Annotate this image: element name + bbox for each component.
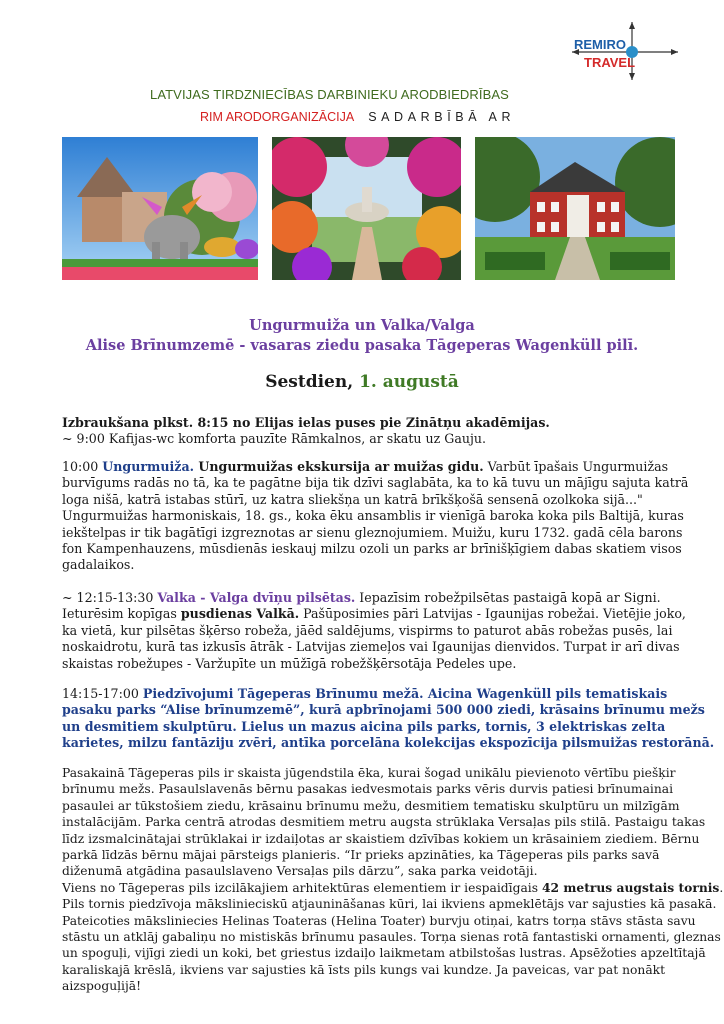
description-line: un spoguļi, vijīgi ziedi un koki, bet griestus izdaiļo laikmetam atbilstošas lustras. Apsēžoties apzeltītajā bbox=[62, 946, 706, 961]
valka-line: noskaidrotu, kurā tas izkusīs ātrāk - Latvijas ziemeļos vai Igaunijas dienvidos. Turpat ir arī divas bbox=[62, 639, 680, 655]
valka-name: Valka - Valga dvīņu pilsētas. bbox=[157, 590, 356, 605]
ungurmuiza-line: Ungurmuižas harmoniskais, 18. gs., koka ēku ansamblis ir vienīgā baroka koka pils Baltijā, kuras bbox=[62, 508, 684, 524]
description-line: Pateicoties māksliniecies Helinas Toateras (Helina Toater) burvju otiņai, katrs torņa stāvs stāsta savu bbox=[62, 913, 696, 928]
ungurmuiza-time: 10:00 bbox=[62, 459, 103, 474]
tour-date bbox=[0, 372, 724, 392]
ungurmuiza-line: gadalaikos. bbox=[62, 557, 135, 573]
valka-text: Iepazīsim robežpilsētas pastaigā kopā ar Signi. bbox=[355, 590, 661, 605]
description-text: . bbox=[719, 880, 724, 895]
description-line: stāstu un atklāj gabaliņu no mistiskās brīnumu pasaules. Torņa sienas rotā fantastiski ornamenti, gleznas bbox=[62, 930, 721, 945]
organization-name: RIM ARODORGANIZĀCIJA bbox=[200, 110, 355, 124]
tour-subtitle: Alise Brīnumzemē - vasaras ziedu pasaka Tāgeperas Wagenküll pilī. bbox=[85, 337, 639, 354]
description-line: pasaulei ar tūkstošiem ziedu, krāsainu brīnumu mežu, desmitiem tematisku skulptūru un milzīgām bbox=[62, 798, 680, 813]
date-highlight: 1. augustā bbox=[359, 372, 459, 392]
description-line: diženumā atgādina pasaulslaveno Versaļas pils dārzu”, saka parka veidotāji. bbox=[62, 864, 538, 879]
description-line: instalācijām. Parka centrā atrodas desmitiem metru augsta strūklaka Versaļas pils stilā. Pastaigu takas bbox=[62, 815, 706, 830]
description-line: līdz izsmalcinātajai strūklakai ir izdaiļotas ar skaistiem dzīvības kokiem un krāsainiem ziediem. Bērnu bbox=[62, 831, 700, 846]
ungurmuiza-line: iekštelpas ir tik bagātīgi izgreznotas ar sienu gleznojumiem. Muižu, kuru 1732. gadā cēla barons bbox=[62, 524, 683, 540]
description-line: parkā līdzās bērnu mājai pārsteigs planieris. “Ir prieks apzināties, ka Tāgeperas pils parks savā bbox=[62, 848, 660, 863]
departure-block bbox=[62, 415, 674, 448]
description-section bbox=[62, 765, 724, 995]
ungurmuiza-text: Varbūt īpašais Ungurmuižas bbox=[483, 459, 669, 474]
remiro-travel-logo bbox=[572, 22, 678, 80]
ungurmuiza-name: Ungurmuiža. bbox=[102, 459, 194, 474]
tageperas-line: Piedzīvojumi Tāgeperas Brīnumu mežā. Aicina Wagenküll pils tematiskais bbox=[142, 686, 668, 701]
photo-alice-wonderland-sculptures bbox=[62, 137, 258, 280]
ungurmuiza-tour: Ungurmuižas ekskursija ar muižas gidu. bbox=[194, 459, 484, 474]
cooperation-text: SADARBĪBĀ AR bbox=[368, 110, 516, 124]
departure-line: Izbraukšana plkst. 8:15 no Elijas ielas puses pie Zinātņu akadēmijas. bbox=[62, 415, 550, 430]
ungurmuiza-line: burvīgums radās no tā, ka te pagātne bija tik dzīvi saglabāta, ka to kā tuvu un mājīgu sajuta katrā bbox=[62, 475, 689, 491]
tageperas-line: karietes, milzu fantāziju zvēri, antīka porcelāna kolekcijas ekspozīcija pilsmuižas restorānā. bbox=[62, 735, 715, 751]
tour-title: Ungurmuiža un Valka/Valga bbox=[249, 317, 475, 334]
valka-line: ka vietā, kur pilsētas šķērso robeža, jāēd saldējums, vispirms to paturot abās robežas pusēs, lai bbox=[62, 622, 673, 638]
coffee-stop-line: ~ 9:00 Kafijas-wc komforta pauzīte Rāmkalnos, ar skatu uz Gauju. bbox=[62, 431, 486, 447]
photo-flower-arch-fountain bbox=[272, 137, 461, 280]
svg-text:TRAVEL: TRAVEL bbox=[584, 55, 636, 70]
valka-time: ~ 12:15-13:30 bbox=[62, 590, 158, 605]
date-prefix: Sestdien, bbox=[265, 372, 360, 392]
description-line: Pils tornis piedzīvoja mākslinieciskū atjaunināšanas kūri, lai ikviens apmeklētājs var sajusties kā pasakā. bbox=[62, 897, 717, 912]
valka-line: skaistas robežupes - Varžupīte un mūžīgā robežšķērsotāja Pedeles upe. bbox=[62, 655, 517, 671]
description-text: Viens no Tāgeperas pils izcilākajiem arhitektūras elementiem ir iespaidīgais bbox=[62, 880, 542, 895]
valka-section bbox=[62, 590, 686, 672]
tageperas-time: 14:15-17:00 bbox=[62, 686, 143, 701]
valka-text: Ieturēsim kopīgas bbox=[62, 606, 181, 622]
tageperas-line: un desmitiem skulptūru. Lielus un mazus aicina pils parks, tornis, 3 elektriskas zelta bbox=[62, 718, 666, 734]
cooperation-line bbox=[200, 110, 515, 124]
valka-text: Pašūposimies pāri Latvijas - Igaunijas robežai. Vietējie joko, bbox=[299, 606, 686, 622]
valka-lunch: pusdienas Valkā. bbox=[180, 606, 300, 622]
tageperas-section bbox=[62, 686, 715, 752]
tageperas-line: pasaku parks “Alise brīnumzemē”, kurā apbrīnojami 500 000 ziedi, krāsains brīnumu mežs bbox=[62, 702, 705, 718]
tower-height: 42 metrus augstais tornis bbox=[541, 879, 720, 895]
ungurmuiza-line: loga nišā, katrā istabas stūrī, uz katra sliekšņa un katrā brīkšķošā sensenā ozolkoka sijā..." bbox=[62, 491, 643, 507]
ungurmuiza-line: fon Kampenhauzens, mūsdienās ieskauj milzu ozoli un parks ar brīnišķīgiem dabas skatiem visos bbox=[62, 541, 682, 557]
description-line: brīnumu mežs. Pasaulslavenās bērnu pasakas iedvesmotais parks vēris durvis patiesi brīnumainai bbox=[62, 782, 674, 797]
description-line: Pasakainā Tāgeperas pils ir skaista jūgendstila ēka, kurai šogad unikālu pievienoto vērtību piešķir bbox=[62, 766, 676, 780]
svg-text:REMIRO: REMIRO bbox=[574, 37, 626, 52]
description-line: aizspoguļijā! bbox=[62, 979, 142, 994]
description-line: karaliskajā krēslā, ikviens var sajusties kā īsts pils kungs vai kundze. Ja paveicas, var pat nonākt bbox=[62, 962, 666, 977]
union-name: LATVIJAS TIRDZNIECĪBAS DARBINIEKU ARODBIEDRĪBAS bbox=[150, 87, 509, 102]
photo-tageperas-castle bbox=[475, 137, 675, 280]
ungurmuiza-section bbox=[62, 459, 689, 574]
